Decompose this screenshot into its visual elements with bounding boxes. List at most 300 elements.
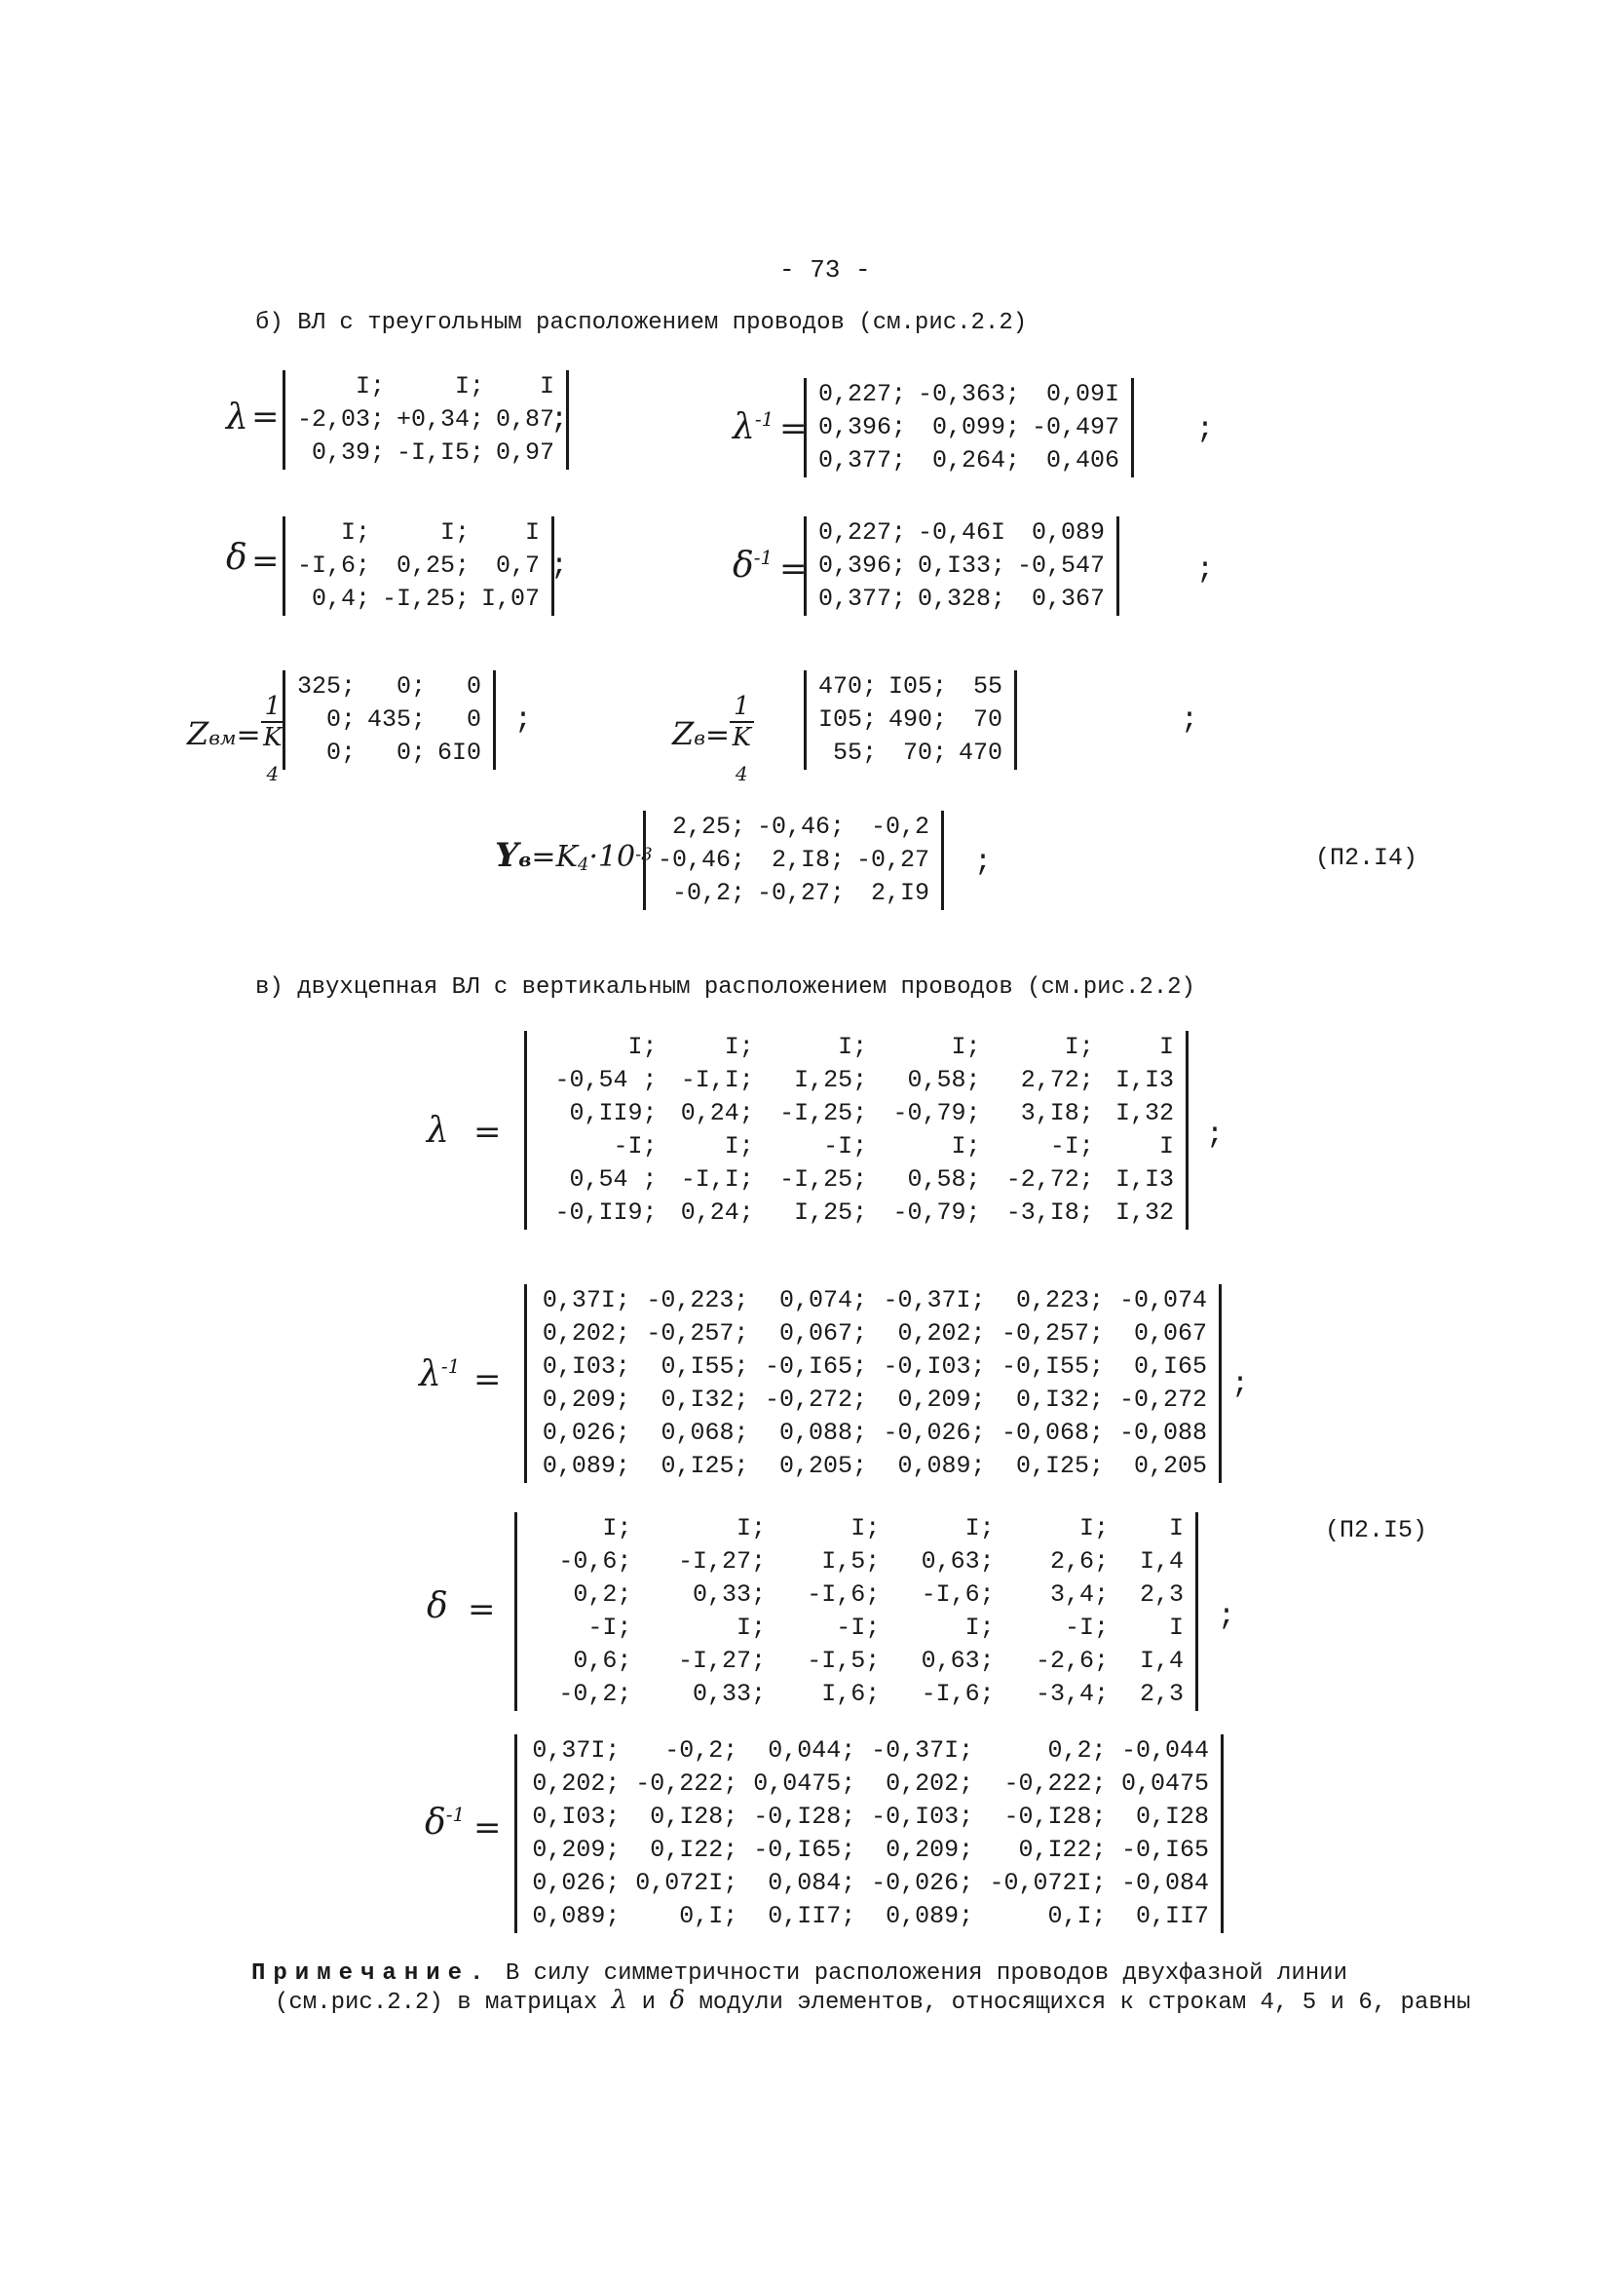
equation-number-14: (П2.I4) [1315,844,1418,872]
matrix-cell: 0,2; [573,1580,632,1609]
matrix-cell: I,6; [821,1680,881,1708]
matrix-cell: 0,396; [818,551,907,580]
matrix-cell: I [1168,1614,1184,1642]
matrix-cell: -I,6; [297,551,371,580]
matrix-b-lambda [283,370,569,470]
matrix-cell: -I; [836,1614,881,1642]
matrix-row [533,1284,1213,1317]
matrix-cell: 0,7 [496,551,541,580]
matrix-cell: -0,I28; [753,1803,856,1831]
matrix-row [291,703,487,737]
matrix-row [533,1384,1213,1417]
matrix-b-delta [283,516,554,616]
matrix-cell: 0,24; [680,1099,754,1127]
matrix-cell: I,25; [794,1198,868,1227]
matrix-cell: I05; [818,705,878,734]
matrix-cell: I,I3 [1114,1165,1174,1194]
matrix-cell: 0,089; [542,1452,630,1480]
matrix-cell: 0,099; [932,413,1021,441]
matrix-cell: I; [736,1514,766,1542]
matrix-cell: -3,4; [1036,1680,1110,1708]
matrix-cell: -0,I65 [1120,1836,1209,1864]
matrix-cell: 0,09I [1046,380,1120,408]
matrix-cell: 2,I9 [871,879,930,907]
matrix-cell: -0,27; [757,879,846,907]
matrix-cell: 0,396; [818,413,907,441]
matrix-cell: -3,I8; [1005,1198,1094,1227]
lambda-symbol: λ [226,398,248,437]
matrix-cell: -I,27; [677,1647,766,1675]
matrix-cell: I; [341,518,371,547]
matrix-cell: 470; [818,672,878,701]
matrix-cell: -0,2; [672,879,746,907]
matrix-cell: 0,089 [1032,518,1106,547]
matrix-cell: 0,25; [397,551,471,580]
semicolon: ; [1206,1119,1225,1152]
lambda-inv-symbol: $\lambda^{-1}$ [733,407,774,447]
matrix-cell: -I; [613,1132,658,1160]
y-v-label: $Yв=K_4\cdot 10^{-3}$ [495,836,653,876]
matrix-row [523,1867,1215,1900]
matrix-cell: 0,223; [1015,1286,1104,1314]
matrix-cell: 0,I33; [918,551,1006,580]
matrix-row [291,370,560,403]
matrix-cell: 0,I28; [650,1803,738,1831]
page-number: - 73 - [779,255,871,285]
matrix-cell: -0,044 [1120,1736,1209,1765]
matrix-cell: 0,227; [818,518,907,547]
matrix-cell: I; [627,1033,658,1061]
matrix-cell: 0,I; [1047,1902,1107,1930]
matrix-cell: 0,4; [312,585,371,613]
matrix-row [533,1130,1180,1163]
matrix-cell: 0,264; [932,446,1021,475]
matrix-cell: -0,I65; [764,1352,867,1381]
matrix-cell: -0,6; [558,1547,632,1576]
matrix-cell: I; [951,1033,981,1061]
lambda-symbol-6x6: λ [427,1111,449,1151]
matrix-cell: I,32 [1114,1198,1174,1227]
matrix-cell: -I,6; [921,1680,995,1708]
matrix-cell: 0,089; [886,1902,974,1930]
z-v-label: Zв= 1 K $_4$ [672,692,754,788]
matrix-cell: -I; [1065,1614,1110,1642]
matrix-cell: I; [1079,1514,1110,1542]
matrix-cell: 0; [397,672,427,701]
matrix-cell: -I,I; [680,1165,754,1194]
matrix-cell: -0,363; [918,380,1021,408]
matrix-cell: -I,27; [677,1547,766,1576]
matrix-cell: I; [850,1514,881,1542]
equals-sign: = [473,1360,502,1399]
matrix-row [291,516,546,550]
equals-sign: = [473,1113,502,1152]
matrix-cell: 0,6; [573,1647,632,1675]
matrix-cell: -0,223; [646,1286,749,1314]
matrix-cell: -0,257; [1001,1319,1104,1348]
matrix-cell: 0,II7; [768,1902,856,1930]
matrix-cell: 0,209; [532,1836,621,1864]
matrix-cell: 490; [888,705,948,734]
matrix-cell: 0,202; [532,1769,621,1798]
matrix-row [523,1545,1190,1578]
matrix-cell: 0,328; [918,585,1006,613]
matrix-v-delta-inv [514,1734,1224,1933]
matrix-row [812,550,1111,583]
matrix-cell: 0,87 [496,405,555,434]
matrix-cell: -I,25; [779,1099,868,1127]
matrix-cell: 0,089; [532,1902,621,1930]
matrix-cell: I,25; [794,1066,868,1094]
equals-sign: = [251,398,280,437]
matrix-cell: 0,I55; [661,1352,749,1381]
matrix-cell: -2,72; [1005,1165,1094,1194]
matrix-cell: I,4 [1139,1547,1184,1576]
matrix-cell: 70 [973,705,1003,734]
equals-sign: = [473,1808,502,1847]
matrix-cell: 0,074; [778,1286,867,1314]
section-heading-v: в) двухцепная ВЛ с вертикальным расположением проводов (см.рис.2.2) [255,974,1195,1001]
matrix-cell: 0,068; [661,1419,749,1447]
semicolon: ; [1218,1600,1236,1633]
matrix-cell: I; [964,1614,995,1642]
matrix-row [523,1612,1190,1645]
matrix-cell: 2,6; [1050,1547,1110,1576]
matrix-cell: I,I3 [1114,1066,1174,1094]
matrix-cell: 0,089; [897,1452,986,1480]
matrix-cell: 55 [973,672,1003,701]
matrix-cell: -0,27 [856,846,930,874]
matrix-row [523,1645,1190,1678]
matrix-cell: 6I0 [437,739,482,767]
semicolon: ; [550,550,569,583]
matrix-cell: -0,072I; [989,1869,1107,1897]
equals-sign: = [779,550,808,589]
matrix-cell: -0,I65; [753,1836,856,1864]
note-label: Примечание. [251,1960,492,1987]
matrix-row [533,1197,1180,1230]
matrix-b-lambda-inv [804,378,1134,477]
matrix-cell: 0,205 [1133,1452,1207,1480]
matrix-cell: 2,I8; [772,846,846,874]
matrix-cell: 0,II7 [1135,1902,1209,1930]
matrix-cell: 0,202; [897,1319,986,1348]
matrix-cell: 70; [903,739,948,767]
matrix-cell: -0,222; [635,1769,738,1798]
matrix-cell: 0,I03; [542,1352,630,1381]
matrix-cell: 0,37I; [542,1286,630,1314]
matrix-row [291,737,487,770]
matrix-row [812,444,1125,477]
equals-sign: = [779,409,808,448]
matrix-cell: 0,227; [818,380,907,408]
matrix-cell: 0; [326,705,357,734]
matrix-cell: 2,72; [1020,1066,1094,1094]
matrix-cell: -I,I5; [397,438,485,467]
equation-number-15: (П2.I5) [1325,1516,1428,1544]
matrix-cell: -0,79; [892,1099,981,1127]
matrix-cell: 0,072I; [635,1869,738,1897]
matrix-row [291,670,487,703]
matrix-cell: 0,209; [542,1386,630,1414]
matrix-cell: -I,25; [382,585,471,613]
matrix-cell: -0,026; [871,1869,974,1897]
delta-inv-symbol-6x6: $\delta^{-1}$ [425,1803,466,1843]
matrix-row [291,550,546,583]
matrix-cell: -I,5; [807,1647,881,1675]
matrix-row [812,703,1008,737]
matrix-cell: -0,46; [658,846,746,874]
matrix-cell: 0,I32; [1015,1386,1104,1414]
delta-inv-symbol: $\delta^{-1}$ [733,546,774,586]
matrix-cell: 0,377; [818,585,907,613]
matrix-cell: I; [440,518,471,547]
matrix-cell: -0,2; [664,1736,738,1765]
matrix-row [812,670,1008,703]
matrix-cell: I,4 [1139,1647,1184,1675]
note-text-1: В силу симметричности расположения проводов двухфазной линии [505,1960,1347,1987]
matrix-cell: 0,58; [907,1066,981,1094]
matrix-row [533,1417,1213,1450]
matrix-cell: I; [1064,1033,1094,1061]
matrix-cell: I,5; [821,1547,881,1576]
matrix-cell: I; [964,1514,995,1542]
matrix-cell: 0,044; [768,1736,856,1765]
matrix-cell: -2,6; [1036,1647,1110,1675]
matrix-cell: 0; [326,739,357,767]
matrix-cell: I05; [888,672,948,701]
matrix-cell: 0,97 [496,438,555,467]
matrix-cell: I; [838,1033,868,1061]
semicolon: ; [1196,553,1215,587]
matrix-row [523,1768,1215,1801]
matrix-cell: I; [602,1514,632,1542]
matrix-row [652,811,935,844]
section-heading-b: б) ВЛ с треугольным расположением проводов (см.рис.2.2) [255,310,1028,336]
matrix-cell: +0,34; [397,405,485,434]
matrix-cell: 0,63; [921,1547,995,1576]
matrix-cell: 3,4; [1050,1580,1110,1609]
matrix-cell: 0,63; [921,1647,995,1675]
matrix-cell: 0,202; [886,1769,974,1798]
matrix-cell: 0,I22; [1018,1836,1107,1864]
matrix-cell: I [1168,1514,1184,1542]
semicolon: ; [514,703,533,737]
matrix-cell: 0,067; [778,1319,867,1348]
matrix-row [533,1031,1180,1064]
matrix-cell: 0,I32; [661,1386,749,1414]
matrix-cell: 3,I8; [1020,1099,1094,1127]
note-line-2: (см.рис.2.2) в матрицах λ и δ модули элементов, относящихся к строкам 4, 5 и 6, равны [275,1986,1471,2016]
matrix-v-delta [514,1512,1198,1711]
matrix-cell: 0,026; [532,1869,621,1897]
matrix-cell: -0,272; [764,1386,867,1414]
delta-symbol: δ [226,538,247,578]
matrix-cell: 0,37I; [532,1736,621,1765]
matrix-cell: -0,222; [1003,1769,1107,1798]
matrix-cell: -I; [587,1614,632,1642]
matrix-row [812,516,1111,550]
matrix-cell: 0,I65 [1133,1352,1207,1381]
matrix-cell: 0,24; [680,1198,754,1227]
matrix-row [523,1734,1215,1768]
matrix-cell: 0,0475; [753,1769,856,1798]
matrix-cell: -0,2; [558,1680,632,1708]
matrix-cell: 55; [833,739,878,767]
matrix-cell: -0,46I [918,518,1006,547]
matrix-cell: I; [951,1132,981,1160]
matrix-cell: 0,377; [818,446,907,475]
matrix-cell: I [1158,1033,1174,1061]
matrix-cell: -0,37I; [883,1286,986,1314]
matrix-cell: 470 [959,739,1003,767]
matrix-cell: 0,202; [542,1319,630,1348]
matrix-cell: I,07 [481,585,541,613]
equals-sign: = [251,542,280,581]
matrix-cell: 0,0475 [1120,1769,1209,1798]
matrix-cell: 435; [367,705,427,734]
matrix-cell: 0 [467,672,482,701]
matrix-row [291,437,560,470]
equals-sign: = [468,1590,496,1629]
matrix-cell: 0,II9; [569,1099,658,1127]
matrix-row [533,1097,1180,1130]
matrix-cell: -0,084 [1120,1869,1209,1897]
matrix-row [291,583,546,616]
matrix-cell: 0,084; [768,1869,856,1897]
matrix-cell: -0,074 [1118,1286,1207,1314]
matrix-b-z-vm [283,670,496,770]
matrix-cell: -I,6; [807,1580,881,1609]
matrix-cell: I; [736,1614,766,1642]
matrix-row [812,411,1125,444]
matrix-cell: 0,54 ; [569,1165,658,1194]
matrix-cell: 0,209; [886,1836,974,1864]
matrix-cell: 0,I03; [532,1803,621,1831]
matrix-cell: -0,547 [1017,551,1106,580]
matrix-cell: 0,209; [897,1386,986,1414]
matrix-cell: -0,2 [871,813,930,841]
matrix-cell: -0,068; [1001,1419,1104,1447]
matrix-cell: 2,3 [1139,1580,1184,1609]
matrix-cell: 0,33; [692,1580,766,1609]
matrix-cell: 0,088; [778,1419,867,1447]
matrix-cell: I [525,518,541,547]
matrix-row [812,737,1008,770]
matrix-row [523,1578,1190,1612]
semicolon: ; [1181,703,1199,737]
semicolon: ; [974,846,993,879]
matrix-cell: 0,406 [1046,446,1120,475]
matrix-cell: I; [455,372,485,400]
matrix-cell: 0,067 [1133,1319,1207,1348]
delta-symbol-6x6: δ [427,1586,448,1626]
matrix-cell: 0,58; [907,1165,981,1194]
matrix-cell: 0,026; [542,1419,630,1447]
lambda-inv-symbol-6x6: $\lambda^{-1}$ [419,1354,461,1394]
matrix-row [523,1801,1215,1834]
matrix-row [523,1900,1215,1933]
matrix-cell: 0,I22; [650,1836,738,1864]
matrix-cell: I,32 [1114,1099,1174,1127]
matrix-cell: -0,II9; [554,1198,658,1227]
matrix-cell: 0,33; [692,1680,766,1708]
matrix-v-lambda-inv [524,1284,1222,1483]
matrix-cell: -0,272 [1118,1386,1207,1414]
matrix-row [533,1350,1213,1384]
matrix-cell: -I,I; [680,1066,754,1094]
matrix-cell: 0; [397,739,427,767]
matrix-cell: -I,6; [921,1580,995,1609]
z-vm-label: Zвм= 1 K $_4$ [187,692,284,788]
matrix-cell: 2,3 [1139,1680,1184,1708]
matrix-row [523,1512,1190,1545]
matrix-row [523,1834,1215,1867]
matrix-cell: I [540,372,555,400]
matrix-cell: -0,I28; [1003,1803,1107,1831]
matrix-row [533,1163,1180,1197]
matrix-cell: -0,79; [892,1198,981,1227]
matrix-cell: -0,46; [757,813,846,841]
semicolon: ; [1231,1368,1250,1401]
matrix-row [812,378,1125,411]
matrix-row [291,403,560,437]
semicolon: ; [1196,413,1215,446]
matrix-cell: 0,39; [312,438,386,467]
matrix-cell: 0,205; [778,1452,867,1480]
matrix-cell: I; [724,1033,754,1061]
matrix-row [652,877,935,910]
matrix-cell: -0,37I; [871,1736,974,1765]
matrix-cell: 0,I25; [1015,1452,1104,1480]
matrix-cell: I; [356,372,386,400]
matrix-row [533,1317,1213,1350]
matrix-cell: -0,54 ; [554,1066,658,1094]
matrix-cell: 0,I25; [661,1452,749,1480]
matrix-row [812,583,1111,616]
matrix-cell: -0,088 [1118,1419,1207,1447]
matrix-b-delta-inv [804,516,1119,616]
matrix-row [652,844,935,877]
matrix-cell: I [1158,1132,1174,1160]
matrix-cell: 325; [297,672,357,701]
matrix-b-y-v [643,811,944,910]
semicolon: ; [550,403,569,437]
matrix-row [533,1064,1180,1097]
matrix-cell: 0,2; [1047,1736,1107,1765]
matrix-cell: -I,25; [779,1165,868,1194]
matrix-row [533,1450,1213,1483]
matrix-cell: -2,03; [297,405,386,434]
matrix-cell: 2,25; [672,813,746,841]
matrix-row [523,1678,1190,1711]
matrix-cell: 0 [467,705,482,734]
note-line-1 [251,1960,1347,1987]
matrix-cell: -I; [823,1132,868,1160]
matrix-b-z-v [804,670,1017,770]
matrix-cell: -0,I03; [871,1803,974,1831]
matrix-cell: -0,257; [646,1319,749,1348]
matrix-cell: 0,I28 [1135,1803,1209,1831]
matrix-cell: -I; [1049,1132,1094,1160]
matrix-cell: -0,497 [1032,413,1120,441]
matrix-cell: -0,026; [883,1419,986,1447]
matrix-cell: 0,I; [679,1902,738,1930]
matrix-cell: 0,367 [1032,585,1106,613]
matrix-v-lambda [524,1031,1189,1230]
matrix-cell: -0,I03; [883,1352,986,1381]
matrix-cell: -0,I55; [1001,1352,1104,1381]
